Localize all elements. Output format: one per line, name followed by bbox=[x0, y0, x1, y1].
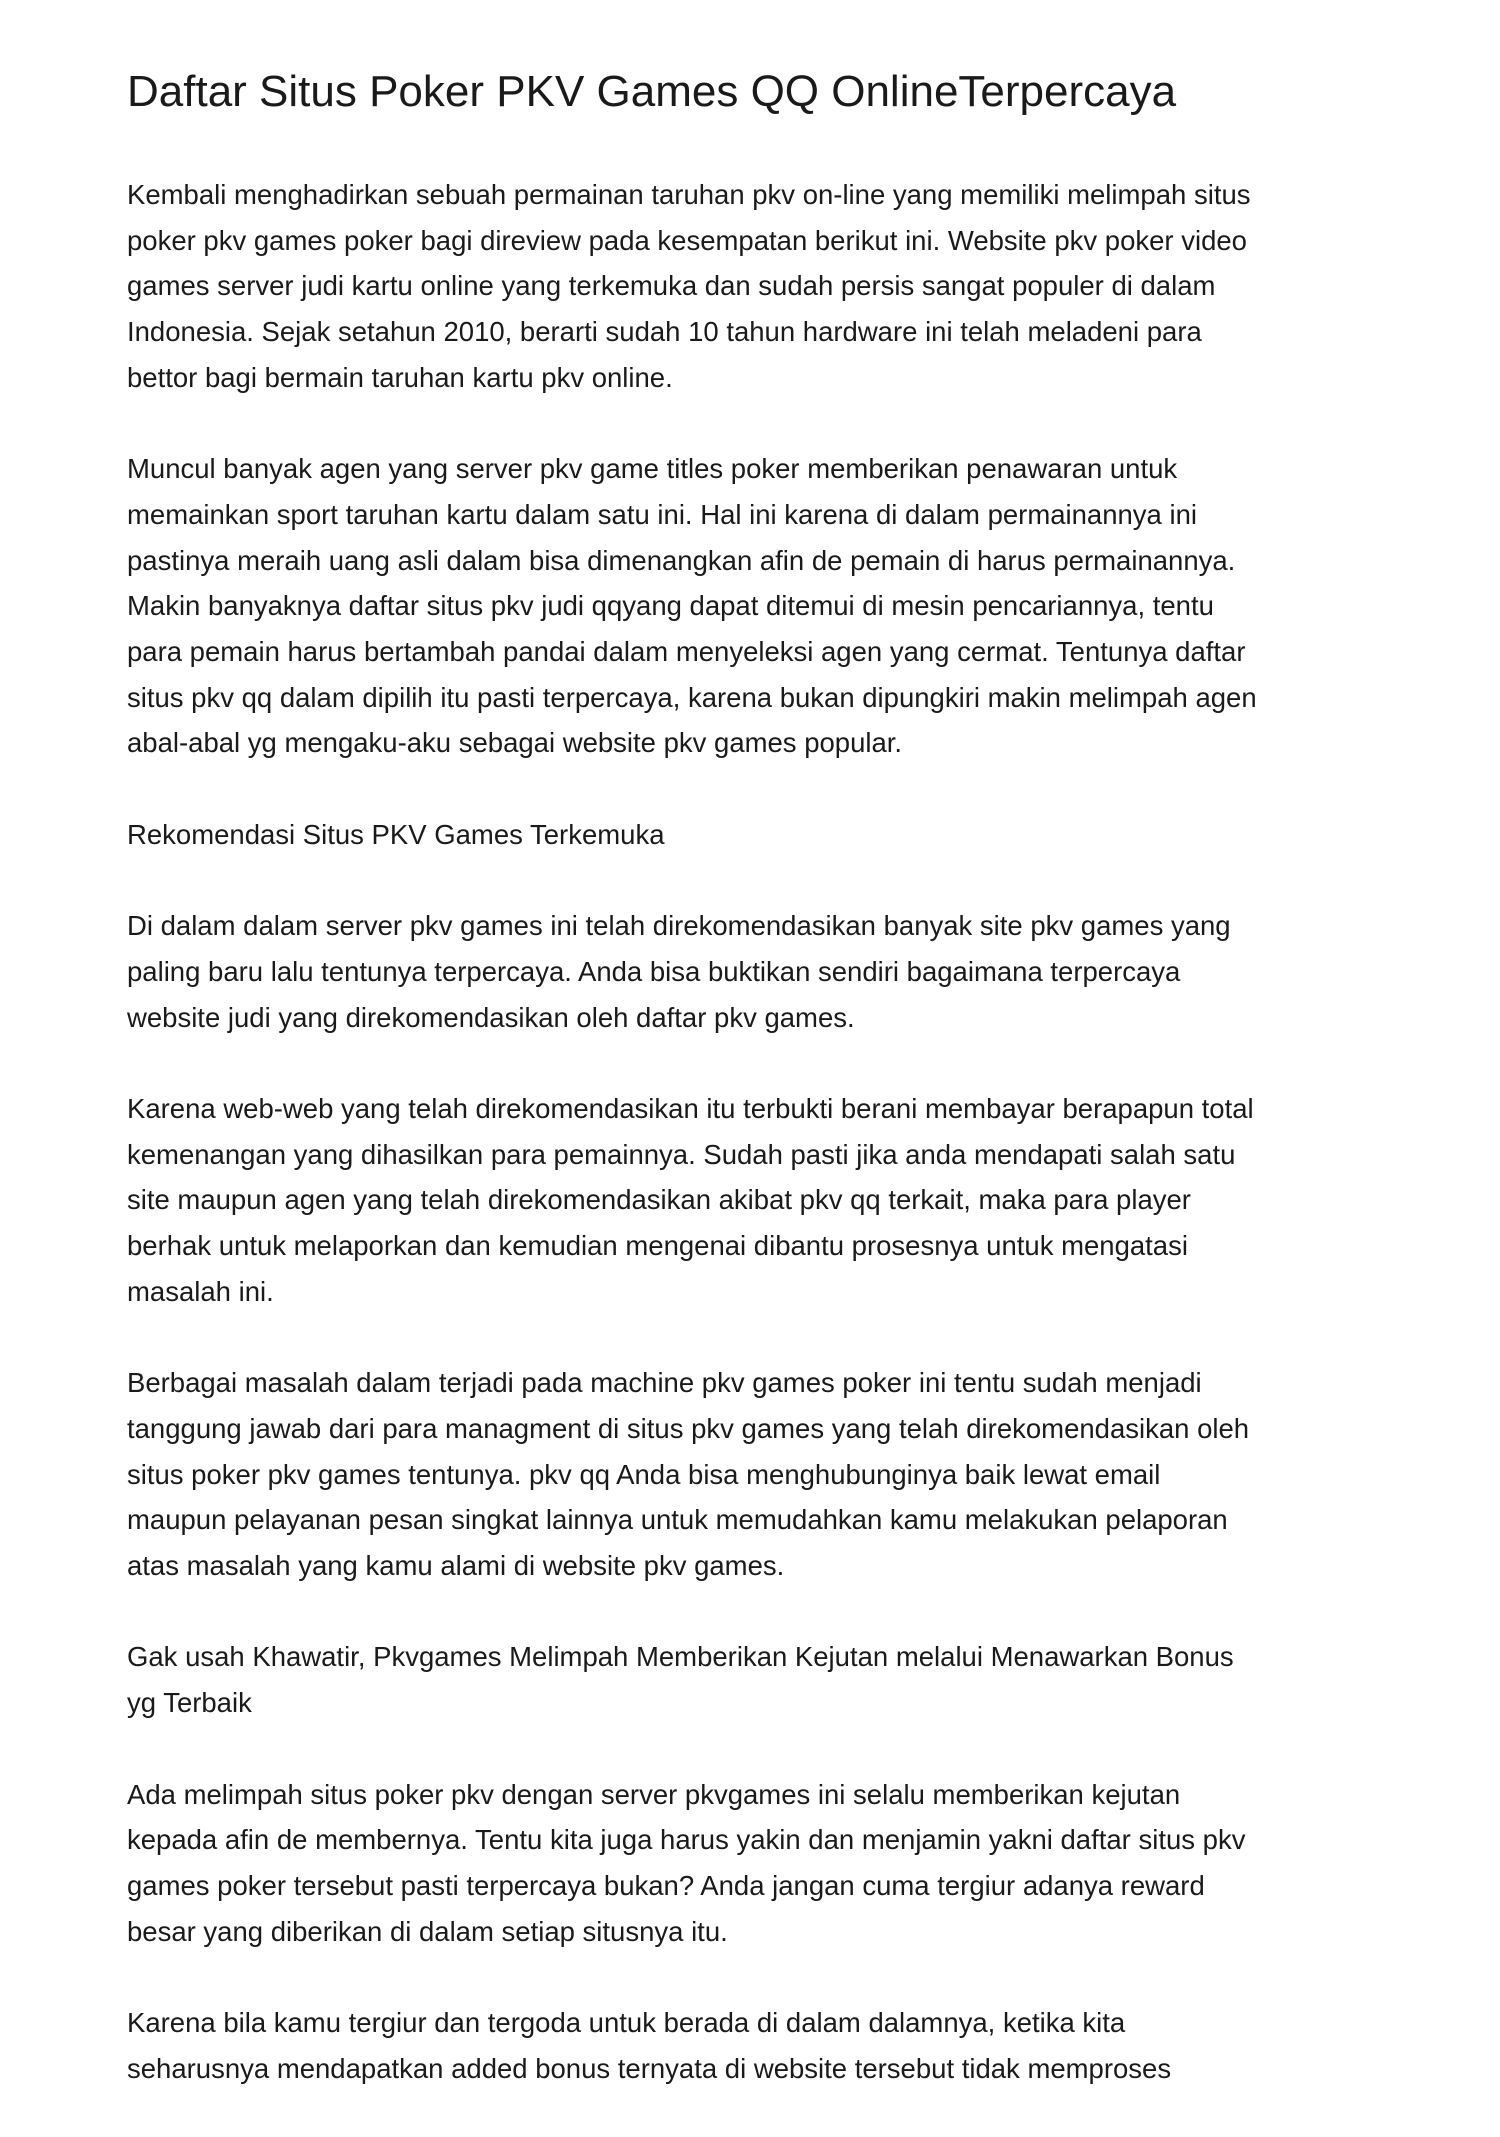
text-line: besar yang diberikan di dalam setiap situsnya itu. bbox=[127, 1915, 728, 1947]
text-line: abal-abal yg mengaku-aku sebagai website pkv games popular. bbox=[127, 727, 903, 759]
text-line: memainkan sport taruhan kartu dalam satu ini. Hal ini karena di dalam permainannya ini bbox=[127, 498, 1198, 530]
paragraph bbox=[127, 1086, 1417, 1315]
page-title: Daftar Situs Poker PKV Games QQ OnlineTerpercaya bbox=[127, 67, 1177, 116]
text-line: Karena bila kamu tergiur dan tergoda untuk berada di dalam dalamnya, ketika kita bbox=[127, 2007, 1126, 2038]
paragraph bbox=[127, 446, 1417, 766]
text-line: berhak untuk melaporkan dan kemudian mengenai dibantu prosesnya untuk mengatasi bbox=[127, 1230, 1188, 1262]
text-line: yg Terbaik bbox=[127, 1687, 252, 1719]
paragraph bbox=[127, 903, 1417, 1040]
paragraph bbox=[127, 1772, 1417, 1955]
text-line: Indonesia. Sejak setahun 2010, berarti sudah 10 tahun hardware ini telah meladeni para bbox=[127, 316, 1202, 348]
text-line: Berbagai masalah dalam terjadi pada machine pkv games poker ini tentu sudah menjadi bbox=[127, 1367, 1202, 1399]
text-line: kemenangan yang dihasilkan para pemainnya. Sudah pasti jika anda mendapati salah satu bbox=[127, 1138, 1236, 1170]
text-line: maupun pelayanan pesan singkat lainnya untuk memudahkan kamu melakukan pelaporan bbox=[127, 1504, 1228, 1536]
text-line: website judi yang direkomendasikan oleh daftar pkv games. bbox=[127, 1001, 855, 1033]
document-body bbox=[127, 172, 1417, 2091]
text-line: situs pkv qq dalam dipilih itu pasti terpercaya, karena bukan dipungkiri makin melimpah agen bbox=[127, 681, 1257, 713]
text-line: Rekomendasi Situs PKV Games Terkemuka bbox=[127, 818, 665, 850]
text-line: situs poker pkv games tentunya. pkv qq Anda bisa menghubunginya baik lewat email bbox=[127, 1458, 1161, 1490]
text-line: paling baru lalu tentunya terpercaya. Anda bisa buktikan sendiri bagaimana terpercaya bbox=[127, 955, 1181, 987]
text-line: Makin banyaknya daftar situs pkv judi qqyang dapat ditemui di mesin pencariannya, tentu bbox=[127, 590, 1214, 622]
text-line: seharusnya mendapatkan added bonus ternyata di website tersebut tidak memproses bbox=[127, 2052, 1172, 2084]
text-line: games poker tersebut pasti terpercaya bukan? Anda jangan cuma tergiur adanya reward bbox=[127, 1869, 1205, 1901]
text-line: atas masalah yang kamu alami di website pkv games. bbox=[127, 1550, 785, 1582]
text-line: Karena web-web yang telah direkomendasikan itu terbukti berani membayar berapapun total bbox=[127, 1093, 1254, 1124]
section-heading bbox=[127, 1634, 1417, 1725]
section-heading bbox=[127, 812, 1417, 858]
text-line: kepada afin de membernya. Tentu kita juga harus yakin dan menjamin yakni daftar situs pkv bbox=[127, 1824, 1246, 1856]
text-line: Ada melimpah situs poker pkv dengan server pkvgames ini selalu memberikan kejutan bbox=[127, 1778, 1181, 1810]
text-line: bettor bagi bermain taruhan kartu pkv online. bbox=[127, 361, 673, 393]
text-line: Di dalam dalam server pkv games ini telah direkomendasikan banyak site pkv games yang bbox=[127, 910, 1231, 942]
paragraph bbox=[127, 2000, 1417, 2091]
document-page bbox=[127, 62, 1417, 2137]
text-line: Gak usah Khawatir, Pkvgames Melimpah Memberikan Kejutan melalui Menawarkan Bonus bbox=[127, 1641, 1234, 1673]
text-line: para pemain harus bertambah pandai dalam menyeleksi agen yang cermat. Tentunya daftar bbox=[127, 636, 1246, 668]
text-line: Kembali menghadirkan sebuah permainan taruhan pkv on-line yang memiliki melimpah situs bbox=[127, 179, 1251, 210]
text-line: poker pkv games poker bagi direview pada kesempatan berikut ini. Website pkv poker video bbox=[127, 224, 1247, 256]
text-line: site maupun agen yang telah direkomendasikan akibat pkv qq terkait, maka para player bbox=[127, 1184, 1191, 1216]
text-line: tanggung jawab dari para managment di situs pkv games yang telah direkomendasikan oleh bbox=[127, 1412, 1250, 1444]
text-line: pastinya meraih uang asli dalam bisa dimenangkan afin de pemain di harus permainannya. bbox=[127, 544, 1236, 576]
text-line: Muncul banyak agen yang server pkv game titles poker memberikan penawaran untuk bbox=[127, 453, 1178, 485]
paragraph bbox=[127, 172, 1417, 401]
text-line: masalah ini. bbox=[127, 1275, 274, 1307]
paragraph bbox=[127, 1360, 1417, 1589]
text-line: games server judi kartu online yang terkemuka dan sudah persis sangat populer di dalam bbox=[127, 270, 1216, 302]
